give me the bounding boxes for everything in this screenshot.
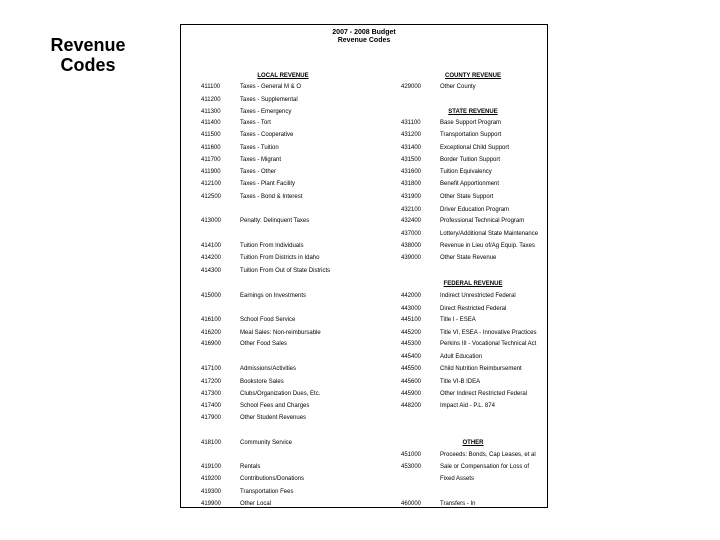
- local-code: 414300: [201, 268, 222, 274]
- revenue-description: Fixed Assets: [440, 476, 475, 482]
- revenue-description: Revenue in Lieu of/Ag Equip. Taxes: [440, 243, 535, 249]
- local-code: 416900: [201, 341, 222, 347]
- revenue-description: Other County: [440, 84, 476, 90]
- revenue-description: Title I - ESEA: [440, 317, 476, 323]
- local-code: 411100: [201, 84, 221, 90]
- local-code: 416100: [201, 317, 222, 323]
- table-row: [181, 96, 547, 105]
- local-description: Taxes - Plant Facility: [240, 181, 296, 187]
- local-description: Taxes - Cooperative: [240, 132, 294, 138]
- revenue-description: Sale or Compensation for Loss of: [440, 464, 530, 470]
- local-code: 417200: [201, 379, 222, 385]
- local-description: Tuition From Out of State Districts: [240, 268, 331, 274]
- table-row: [181, 292, 547, 301]
- table-row: [181, 316, 547, 325]
- slide-title: Revenue Codes: [50, 35, 126, 75]
- local-description: Taxes - Other: [240, 169, 277, 175]
- revenue-description: Transfers - In: [440, 501, 476, 507]
- revenue-description: Indirect Unrestricted Federal: [440, 293, 516, 299]
- table-row: [181, 463, 547, 472]
- local-description: Bookstore Sales: [240, 379, 284, 385]
- local-description: Taxes - Migrant: [240, 157, 282, 163]
- revenue-description: Other Indirect Restricted Federal: [440, 391, 528, 397]
- table-row: [181, 83, 547, 92]
- local-code: 411400: [201, 120, 221, 126]
- table-row: [181, 230, 547, 239]
- local-code: 411700: [201, 157, 221, 163]
- local-code: 417100: [201, 366, 222, 372]
- table-row: [181, 365, 547, 374]
- revenue-description: Other State Support: [440, 194, 494, 200]
- revenue-code: 442000: [401, 293, 422, 299]
- revenue-code: 445500: [401, 366, 422, 372]
- state-revenue-heading: STATE REVENUE: [448, 109, 498, 115]
- revenue-description: Driver Education Program: [440, 207, 510, 213]
- local-description: Taxes - Bond & Interest: [240, 194, 303, 200]
- revenue-code: 431800: [401, 181, 422, 187]
- revenue-description: Adult Education: [440, 354, 483, 360]
- local-description: Meal Sales: Non-reimbursable: [240, 330, 321, 336]
- revenue-description: Title VI, ESEA - Innovative Practices: [440, 330, 537, 336]
- revenue-code: 431500: [401, 157, 422, 163]
- table-row: [181, 414, 547, 423]
- table-row: [181, 500, 547, 509]
- revenue-description: Benefit Apportionment: [440, 181, 500, 187]
- table-row: [181, 340, 547, 349]
- local-code: 417900: [201, 415, 222, 421]
- local-description: Earnings on Investments: [240, 293, 307, 299]
- table-row: [181, 475, 547, 484]
- local-description: Admissions/Activities: [240, 366, 297, 372]
- local-description: School Fees and Charges: [240, 403, 310, 409]
- local-code: 412500: [201, 194, 222, 200]
- local-description: Taxes - General M & O: [240, 84, 302, 90]
- local-code: 411300: [201, 109, 221, 115]
- table-row: [181, 390, 547, 399]
- local-description: Tuition From Individuals: [240, 243, 304, 249]
- revenue-description: Professional Technical Program: [440, 218, 525, 224]
- local-description: Taxes - Emergency: [240, 109, 292, 115]
- table-row: [181, 254, 547, 263]
- revenue-code: 443000: [401, 306, 422, 312]
- revenue-code: 431900: [401, 194, 422, 200]
- revenue-code: 431400: [401, 145, 422, 151]
- revenue-description: Transportation Support: [440, 132, 502, 138]
- revenue-description: Impact Aid - P.L. 874: [440, 403, 495, 409]
- local-description: Transportation Fees: [240, 489, 294, 495]
- revenue-code: 439000: [401, 255, 422, 261]
- revenue-description: Base Support Program: [440, 120, 502, 126]
- local-description: Contributions/Donations: [240, 476, 305, 482]
- table-row: [181, 305, 547, 314]
- table-row: [181, 488, 547, 497]
- revenue-description: Child Nutrition Reimbursement: [440, 366, 522, 372]
- local-description: Rentals: [240, 464, 261, 470]
- revenue-code: 453000: [401, 464, 422, 470]
- table-row: [181, 242, 547, 251]
- local-revenue-heading: LOCAL REVENUE: [257, 73, 309, 79]
- local-description: Other Student Revenues: [240, 415, 307, 421]
- local-code: 411900: [201, 169, 221, 175]
- local-description: Clubs/Organization Dues, Etc.: [240, 391, 321, 397]
- revenue-description: Title VI-B IDEA: [440, 379, 481, 385]
- revenue-code: 445200: [401, 330, 422, 336]
- table-row: [181, 131, 547, 140]
- local-description: Other Local: [240, 501, 272, 507]
- local-code: 412100: [201, 181, 222, 187]
- revenue-code: 431200: [401, 132, 422, 138]
- revenue-code: 437000: [401, 231, 422, 237]
- local-code: 411600: [201, 145, 221, 151]
- local-description: Taxes - Tuition: [240, 145, 279, 151]
- revenue-code: 445400: [401, 354, 422, 360]
- revenue-code: 431600: [401, 169, 422, 175]
- revenue-code: 431100: [401, 120, 421, 126]
- local-description: Other Food Sales: [240, 341, 288, 347]
- local-code: 413000: [201, 218, 222, 224]
- local-code: 419300: [201, 489, 222, 495]
- table-row: [181, 329, 547, 338]
- local-code: 414100: [201, 243, 222, 249]
- revenue-code: 445600: [401, 379, 422, 385]
- local-description: Penalty: Delinquent Taxes: [240, 218, 310, 224]
- revenue-description: Direct Restricted Federal: [440, 306, 507, 312]
- table-row: [181, 168, 547, 177]
- local-code: 419100: [201, 464, 222, 470]
- revenue-code: 460000: [401, 501, 422, 507]
- revenue-code: 429000: [401, 84, 422, 90]
- local-description: Taxes - Tort: [240, 120, 271, 126]
- local-description: Tuition From Districts in Idaho: [240, 255, 320, 261]
- table-row: [181, 451, 547, 460]
- revenue-code: 445300: [401, 341, 422, 347]
- table-row: [181, 144, 547, 153]
- sheet-title: 2007 - 2008 Budget: [332, 29, 396, 36]
- revenue-code-sheet: [180, 24, 548, 508]
- local-description: Community Service: [240, 440, 293, 446]
- revenue-code: 432400: [401, 218, 422, 224]
- revenue-description: Tuition Equivalency: [440, 169, 492, 175]
- table-row: [181, 402, 547, 411]
- local-code: 419900: [201, 501, 222, 507]
- federal-revenue-heading: FEDERAL REVENUE: [443, 281, 503, 287]
- local-code: 417300: [201, 391, 222, 397]
- table-row: [181, 180, 547, 189]
- table-row: [181, 217, 547, 226]
- revenue-description: Other State Revenue: [440, 255, 497, 261]
- revenue-code: 445100: [401, 317, 422, 323]
- revenue-description: Lottery/Additional State Maintenance: [440, 231, 539, 237]
- table-row: [181, 108, 547, 117]
- local-code: 417400: [201, 403, 222, 409]
- local-code: 418100: [201, 440, 222, 446]
- table-row: [181, 439, 547, 448]
- table-row: [181, 156, 547, 165]
- local-description: Taxes - Supplemental: [240, 97, 298, 103]
- table-row: [181, 206, 547, 215]
- table-row: [181, 353, 547, 362]
- sheet-subtitle: Revenue Codes: [337, 37, 391, 44]
- local-code: 411500: [201, 132, 221, 138]
- table-row: [181, 119, 547, 128]
- revenue-description: Border Tuition Support: [440, 157, 501, 163]
- local-code: 415000: [201, 293, 222, 299]
- local-description: School Food Service: [240, 317, 296, 323]
- local-code: 416200: [201, 330, 222, 336]
- local-code: 411200: [201, 97, 221, 103]
- revenue-code: 432100: [401, 207, 422, 213]
- revenue-code: 448200: [401, 403, 422, 409]
- table-row: [181, 193, 547, 202]
- local-code: 414200: [201, 255, 222, 261]
- revenue-code: 438000: [401, 243, 422, 249]
- revenue-code: 451000: [401, 452, 422, 458]
- revenue-description: Exceptional Child Support: [440, 145, 510, 151]
- table-row: [181, 378, 547, 387]
- local-code: 419200: [201, 476, 222, 482]
- revenue-description: Proceeds: Bonds, Cap Leases, et al: [440, 452, 536, 458]
- revenue-description: Perkins III - Vocational Technical Act: [440, 341, 537, 347]
- table-row: [181, 267, 547, 276]
- county-revenue-heading: COUNTY REVENUE: [445, 73, 501, 79]
- other-revenue-heading: OTHER: [462, 440, 484, 446]
- revenue-code: 445900: [401, 391, 422, 397]
